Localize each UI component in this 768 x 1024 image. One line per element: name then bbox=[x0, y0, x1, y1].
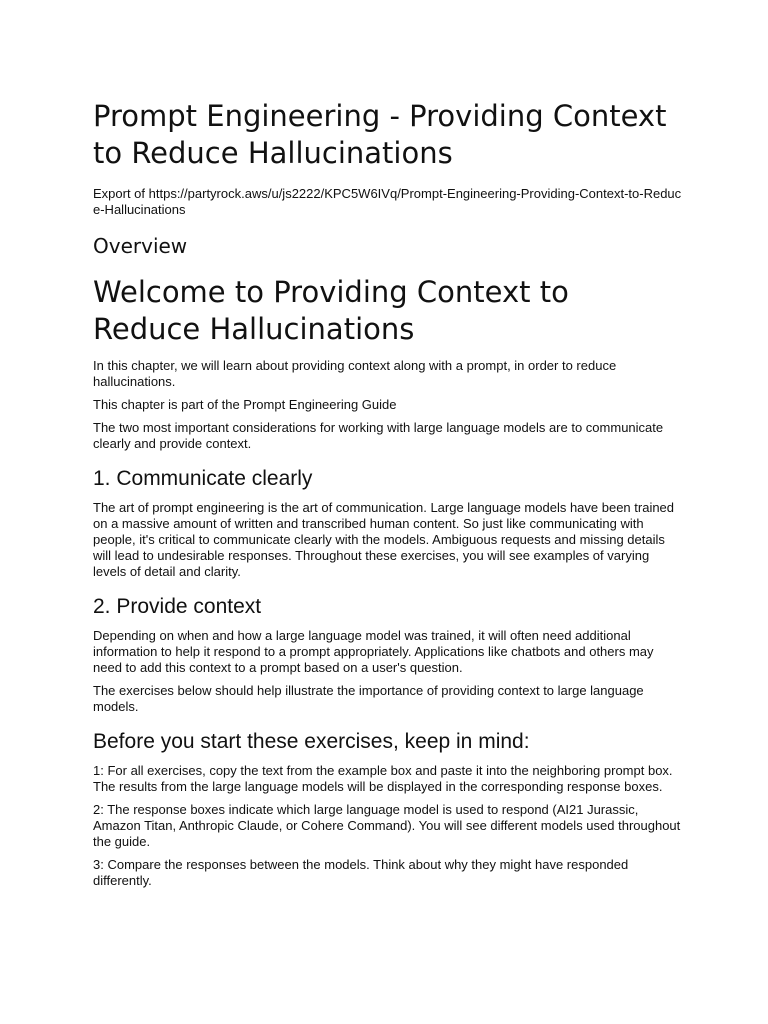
document-page bbox=[93, 98, 683, 896]
welcome-heading: Welcome to Providing Context to Reduce Hallucinations bbox=[93, 275, 569, 346]
intro-paragraph: In this chapter, we will learn about providing context along with a prompt, in order to reduce hallucinations. bbox=[93, 358, 617, 389]
export-source-line: Export of https://partyrock.aws/u/js2222/KPC5W6IVq/Prompt-Engineering-Providing-Context-to-Reduce-Hallucinations bbox=[93, 186, 682, 217]
intro-paragraph: The two most important considerations for working with large language models are to communicate clearly and provide context. bbox=[93, 420, 664, 451]
section-paragraph: The exercises below should help illustrate the importance of providing context to large language models. bbox=[93, 683, 644, 714]
instruction-paragraph: 3: Compare the responses between the models. Think about why they might have responded differently. bbox=[93, 857, 629, 888]
document-title: Prompt Engineering - Providing Context to Reduce Hallucinations bbox=[93, 99, 667, 170]
section-heading-communicate-clearly: 1. Communicate clearly bbox=[93, 467, 313, 490]
section-paragraph: The art of prompt engineering is the art of communication. Large language models have been trained on a massive amount of written and transcribed human content. So just like communicating with people, it's critical to communicate clearly with the models. Ambiguous requests and missing details will lead to undesirable responses. Throughout these exercises, you will see examples of varying levels of detail and clarity. bbox=[93, 500, 675, 579]
intro-paragraph: This chapter is part of the Prompt Engineering Guide bbox=[93, 397, 397, 412]
instruction-paragraph: 2: The response boxes indicate which large language model is used to respond (AI21 Jurassic, Amazon Titan, Anthropic Claude, or Cohere Command). You will see different models used throughout the guide. bbox=[93, 802, 681, 849]
section-heading-before-you-start: Before you start these exercises, keep in mind: bbox=[93, 730, 530, 753]
section-paragraph: Depending on when and how a large language model was trained, it will often need additional information to help it respond to a prompt appropriately. Applications like chatbots and others may need to add this context to a prompt based on a user's question. bbox=[93, 628, 654, 675]
instruction-paragraph: 1: For all exercises, copy the text from the example box and paste it into the neighboring prompt box. The results from the large language models will be displayed in the corresponding response boxes. bbox=[93, 763, 673, 794]
overview-heading: Overview bbox=[93, 234, 188, 258]
section-heading-provide-context: 2. Provide context bbox=[93, 595, 262, 618]
